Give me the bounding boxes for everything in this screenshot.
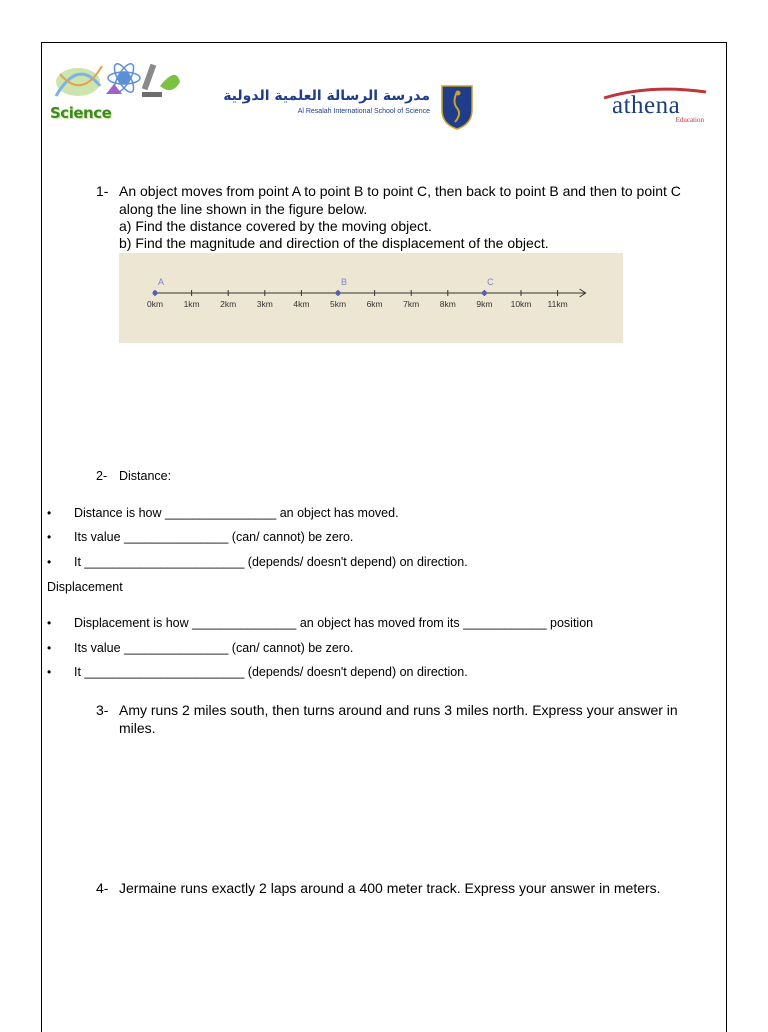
tick-label: 11km (547, 299, 568, 309)
tick-label: 6km (366, 299, 383, 309)
number-line (119, 253, 623, 343)
tick-label: 1km (183, 299, 200, 309)
athena-logo (598, 86, 710, 126)
science-illustration-icon (48, 56, 183, 108)
point-label: C (487, 277, 494, 287)
tick-label: 0km (146, 299, 164, 309)
bullet-icon: • (47, 665, 52, 679)
displacement-heading: Displacement (47, 580, 123, 594)
school-name-arabic: مدرسة الرسالة العلمية الدولية (223, 88, 430, 104)
tick-label: 3km (256, 299, 273, 309)
question-line: Jermaine runs exactly 2 laps around a 400 meter track. Express your answer in meters. (119, 880, 661, 896)
athena-logo-subtext: Education (675, 116, 704, 124)
bullet-icon: • (47, 530, 52, 544)
science-logo (48, 56, 183, 122)
list-item: Its value _______________ (can/ cannot) be zero. (74, 530, 354, 544)
bullet-icon: • (47, 641, 52, 655)
bullet-icon: • (47, 555, 52, 569)
question-line: An object moves from point A to point B to point C, then back to point B and then to point C (119, 183, 681, 199)
point-label: A (157, 277, 165, 287)
bullet-icon: • (47, 506, 52, 520)
point-marker (153, 291, 158, 296)
list-item: Distance is how ________________ an object has moved. (74, 506, 399, 520)
list-item: It _______________________ (depends/ doesn't depend) on direction. (74, 555, 468, 569)
tick-label: 10km (510, 299, 532, 309)
question-number: 2- (96, 469, 108, 483)
question-line: along the line shown in the figure below. (119, 201, 368, 217)
number-line-figure (119, 253, 623, 343)
question-line: Amy runs 2 miles south, then turns around and runs 3 miles north. Express your answer in (119, 702, 678, 718)
tick-label: 2km (220, 299, 237, 309)
question-line: b) Find the magnitude and direction of the displacement of the object. (119, 235, 549, 251)
tick-label: 8km (439, 299, 456, 309)
school-name-english: Al Resalah International School of Science (297, 108, 430, 115)
question-number: 4- (96, 880, 109, 896)
point-label: B (340, 277, 348, 287)
list-item: Its value _______________ (can/ cannot) be zero. (74, 641, 354, 655)
bullet-icon: • (47, 616, 52, 630)
school-logo (223, 84, 474, 134)
list-item: Displacement is how _______________ an object has moved from its ____________ position (74, 616, 594, 630)
list-item: It _______________________ (depends/ doesn't depend) on direction. (74, 665, 468, 679)
science-logo-text: Science (50, 104, 112, 122)
point-marker (482, 291, 487, 296)
tick-label: 5km (329, 299, 347, 309)
school-crest-icon (440, 84, 474, 130)
point-marker (336, 291, 341, 296)
tick-label: 7km (403, 299, 420, 309)
tick-label: 4km (293, 299, 310, 309)
question-number: 3- (96, 702, 109, 718)
question-title: Distance: (119, 469, 172, 483)
question-line: a) Find the distance covered by the moving object. (119, 218, 432, 234)
athena-logo-text: athena (612, 92, 681, 119)
question-number: 1- (96, 183, 109, 199)
tick-label: 9km (476, 299, 493, 309)
question-line: miles. (119, 720, 156, 736)
